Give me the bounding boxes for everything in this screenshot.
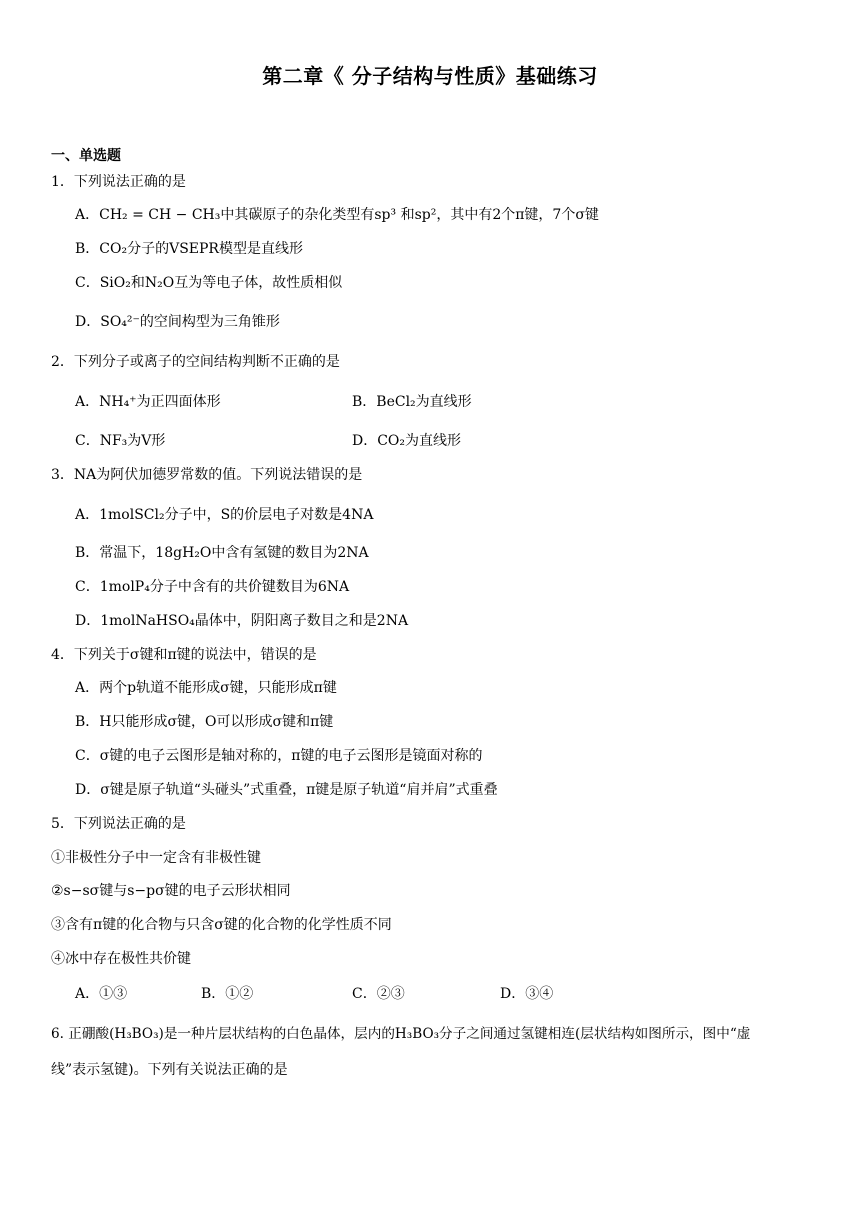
document-title: 第二章《 分子结构与性质》基础练习 xyxy=(262,64,598,88)
question-5-option-d: D．③④ xyxy=(500,986,554,1002)
question-2-option-a: A．NH₄⁺为正四面体形 xyxy=(75,394,221,410)
question-4-option-a: A．两个p轨道不能形成σ键，只能形成π键 xyxy=(75,680,337,696)
question-5-option-b: B．①② xyxy=(201,986,254,1002)
question-5-option-c: C．②③ xyxy=(352,986,405,1002)
question-3-option-c: C．1molP₄分子中含有的共价键数目为6NA xyxy=(75,579,350,595)
question-2-stem: 2．下列分子或离子的空间结构判断不正确的是 xyxy=(51,354,340,370)
question-2-option-d: D．CO₂为直线形 xyxy=(352,433,462,449)
question-3-stem: 3．NA为阿伏加德罗常数的值。下列说法错误的是 xyxy=(51,467,363,483)
question-4-option-d: D．σ键是原子轨道“头碰头”式重叠，π键是原子轨道“肩并肩”式重叠 xyxy=(75,782,498,798)
question-1-option-a: A．CH₂ = CH − CH₃中其碳原子的杂化类型有sp³ 和sp²，其中有2个π键，7个σ键 xyxy=(75,207,599,223)
question-1-option-b: B．CO₂分子的VSEPR模型是直线形 xyxy=(75,241,303,257)
question-2-option-c: C．NF₃为V形 xyxy=(75,433,166,449)
question-5-statement-4: ④冰中存在极性共价键 xyxy=(51,951,191,967)
question-3-option-d: D．1molNaHSO₄晶体中，阴阳离子数目之和是2NA xyxy=(75,613,409,629)
question-6-stem-line-2: 线”表示氢键)。下列有关说法正确的是 xyxy=(51,1062,288,1078)
question-4-stem: 4．下列关于σ键和π键的说法中，错误的是 xyxy=(51,647,317,663)
question-1-option-c: C．SiO₂和N₂O互为等电子体，故性质相似 xyxy=(75,275,343,291)
question-1-stem: 1．下列说法正确的是 xyxy=(51,174,186,190)
question-1-option-d: D．SO₄²⁻的空间构型为三角锥形 xyxy=(75,314,280,330)
question-2-option-b: B．BeCl₂为直线形 xyxy=(352,394,472,410)
question-5-statement-3: ③含有π键的化合物与只含σ键的化合物的化学性质不同 xyxy=(51,917,392,933)
question-4-option-c: C．σ键的电子云图形是轴对称的，π键的电子云图形是镜面对称的 xyxy=(75,748,483,764)
question-5-option-a: A．①③ xyxy=(75,986,128,1002)
section-heading: 一、单选题 xyxy=(51,148,121,164)
question-5-stem: 5．下列说法正确的是 xyxy=(51,816,186,832)
question-5-statement-1: ①非极性分子中一定含有非极性键 xyxy=(51,850,261,866)
question-3-option-a: A．1molSCl₂分子中，S的价层电子对数是4NA xyxy=(75,507,374,523)
question-3-option-b: B．常温下，18gH₂O中含有氢键的数目为2NA xyxy=(75,545,369,561)
question-5-statement-2: ②s−sσ键与s−pσ键的电子云形状相同 xyxy=(51,883,291,899)
question-4-option-b: B．H只能形成σ键，O可以形成σ键和π键 xyxy=(75,714,334,730)
question-6-stem-line-1: 6. 正硼酸(H₃BO₃)是一种片层状结构的白色晶体，层内的H₃BO₃分子之间通过氢键相连(层状结构如图所示，图中“虚 xyxy=(51,1026,751,1042)
